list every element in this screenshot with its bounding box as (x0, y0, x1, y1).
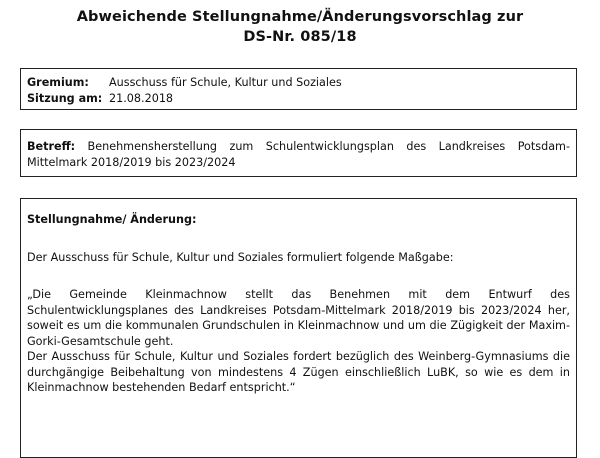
quote-paragraph-2: Der Ausschuss für Schule, Kultur und Soziales fordert bezüglich des Weinberg-Gymnasiums die durchgängige Beibehaltung von mindestens 4 Zügen einschließlich LuBK, so wie es dem in Kleinmachnow bestehenden Bedarf entspricht.“ (27, 350, 570, 394)
gremium-value: Ausschuss für Schule, Kultur und Soziales (109, 76, 342, 89)
quote-paragraph-1: „Die Gemeinde Kleinmachnow stellt das Benehmen mit dem Entwurf des Schulentwicklungsplanes des Landkreises Potsdam-Mittelmark 2018/2019 bis 2023/2024 her, soweit es um die kommunalen Grundschulen in Kleinmachnow und um die Zügigkeit der Maxim-Gorki-Gesamtschule geht. (27, 288, 570, 348)
sitzung-label: Sitzung am: (27, 91, 103, 105)
betreff-label: Betreff: (27, 140, 76, 153)
meta-box (20, 68, 577, 110)
statement-intro: Der Ausschuss für Schule, Kultur und Soziales formuliert folgende Maßgabe: (27, 250, 454, 264)
statement-box (20, 198, 577, 458)
betreff-text: Benehmensherstellung zum Schulentwicklungsplan des Landkreises Potsdam-Mittelmark 2018/2019 bis 2023/2024 (27, 140, 570, 169)
gremium-label: Gremium: (27, 76, 89, 89)
betreff-box (20, 129, 577, 177)
statement-heading: Stellungnahme/ Änderung: (27, 213, 197, 226)
statement-quote (27, 287, 570, 396)
sitzung-row (27, 91, 570, 107)
gremium-row (27, 75, 570, 91)
betreff-paragraph (27, 139, 570, 170)
document-number: DS-Nr. 085/18 (243, 29, 357, 45)
document-title: Abweichende Stellungnahme/Änderungsvorschlag zur (76, 9, 524, 25)
sitzung-value: 21.08.2018 (109, 91, 174, 105)
